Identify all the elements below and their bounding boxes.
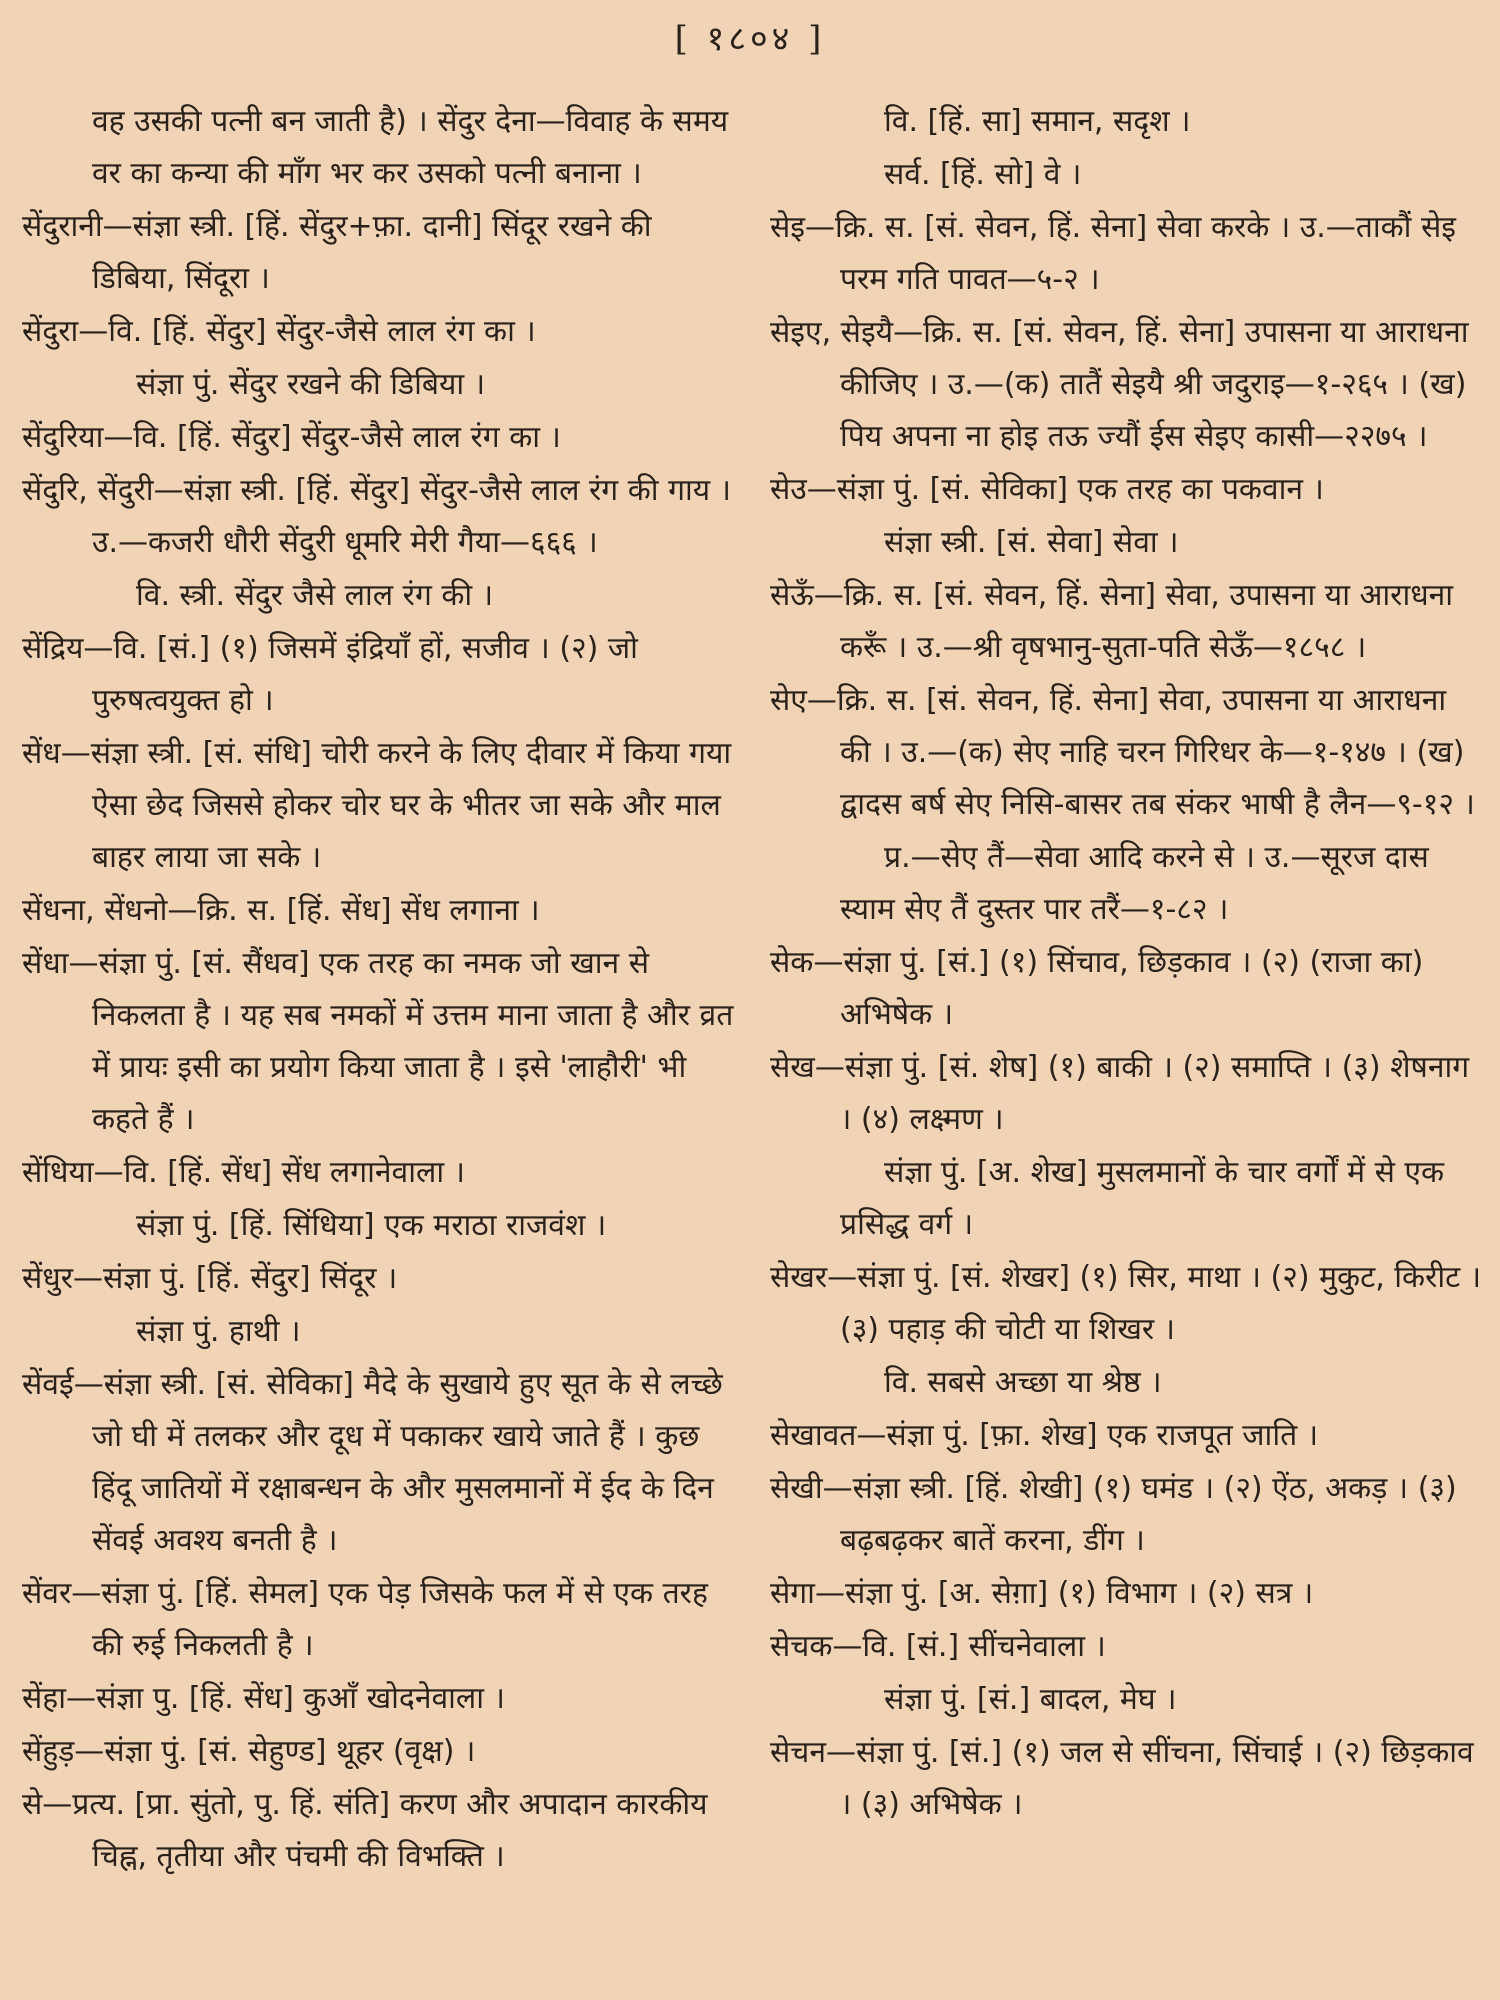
dictionary-sub-entry: संज्ञा पुं. [अ. शेख] मुसलमानों के चार वर्गों में से एक प्रसिद्ध वर्ग । [840,1155,1445,1242]
dictionary-entry: वह उसकी पत्नी बन जाती है) । सेंदुर देना—विवाह के समय वर का कन्या की माँग भर कर उसको पत्नी बनाना । [92,104,729,191]
dictionary-sub-entry: संज्ञा पुं. सेंदुर रखने की डिबिया । [136,367,486,402]
dictionary-entry: सेंध—संज्ञा स्त्री. [सं. संधि] चोरी करने के लिए दीवार में किया गया ऐसा छेद जिससे होकर चोर घर के भीतर जा सके और माल बाहर लाया जा सके । [22,736,732,875]
dictionary-entry: सेंदुरानी—संज्ञा स्त्री. [हिं. सेंदुर+फ़ा. दानी] सिंदूर रखने की डिबिया, सिंदूरा । [22,209,652,296]
dictionary-entry: सेचन—संज्ञा पुं. [सं.] (१) जल से सींचना, सिंचाई । (२) छिड़काव । (३) अभिषेक । [770,1735,1474,1822]
dictionary-entry: सेंधिया—वि. [हिं. सेंध] सेंध लगानेवाला । [22,1155,466,1190]
dictionary-sub-entry: सर्व. [हिं. सो] वे । [884,157,1082,192]
dictionary-sub-entry: संज्ञा पुं. [हिं. सिंधिया] एक मराठा राजवंश । [136,1208,607,1243]
dictionary-entry: सेइए, सेइयै—क्रि. स. [सं. सेवन, हिं. सेना] उपासना या आराधना कीजिए । उ.—(क) तातैं सेइयै श्री जदुराइ—१-२६५ । (ख) पिय अपना ना होइ तऊ ज्यौं ईस सेइए कासी—२२७५ । [770,315,1469,454]
dictionary-sub-entry: संज्ञा पुं. हाथी । [136,1314,301,1349]
dictionary-entry: सेंधा—संज्ञा पुं. [सं. सैंधव] एक तरह का नमक जो खान से निकलता है । यह सब नमकों में उत्तम माना जाता है और व्रत में प्रायः इसी का प्रयोग किया जाता है । इसे 'लाहौरी' भी कहते हैं । [22,946,734,1137]
dictionary-entry: से—प्रत्य. [प्रा. सुंतो, पु. हिं. संति] करण और अपादान कारकीय चिह्न, तृतीया और पंचमी की विभक्ति । [22,1787,708,1874]
dictionary-entry: सेंधना, सेंधनो—क्रि. स. [हिं. सेंध] सेंध लगाना । [22,893,540,928]
dictionary-entry: सेंद्रिय—वि. [सं.] (१) जिसमें इंद्रियाँ हों, सजीव । (२) जो पुरुषत्वयुक्त हो । [22,631,638,718]
dictionary-entry: सेंवर—संज्ञा पुं. [हिं. सेमल] एक पेड़ जिसके फल में से एक तरह की रुई निकलती है । [22,1576,708,1663]
dictionary-entry: सेंदुरा—वि. [हिं. सेंदुर] सेंदुर-जैसे लाल रंग का । [22,314,536,349]
dictionary-entry: सेंधुर—संज्ञा पुं. [हिं. सेंदुर] सिंदूर । [22,1261,398,1296]
dictionary-sub-entry: संज्ञा स्त्री. [सं. सेवा] सेवा । [884,525,1179,560]
dictionary-entry: सेखावत—संज्ञा पुं. [फ़ा. शेख] एक राजपूत जाति । [770,1418,1319,1453]
dictionary-entry: सेचक—वि. [सं.] सींचनेवाला । [770,1629,1106,1664]
left-column [22,96,734,1884]
dictionary-entry: सेख—संज्ञा पुं. [सं. शेष] (१) बाकी । (२) समाप्ति । (३) शेषनाग । (४) लक्ष्मण । [770,1050,1470,1137]
dictionary-sub-entry: वि. सबसे अच्छा या श्रेष्ठ । [884,1365,1162,1400]
dictionary-sub-entry: वि. [हिं. सा] समान, सदृश । [884,104,1191,139]
dictionary-entry: सेइ—क्रि. स. [सं. सेवन, हिं. सेना] सेवा करके । उ.—ताकौं सेइ परम गति पावत—५-२ । [770,210,1456,297]
dictionary-sub-entry: प्र.—सेए तैं—सेवा आदि करने से । उ.—सूरज दास स्याम सेए तैं दुस्तर पार तरैं—१-८२ । [840,840,1429,927]
dictionary-entry: सेउ—संज्ञा पुं. [सं. सेविका] एक तरह का पकवान । [770,472,1324,507]
dictionary-sub-entry: वि. स्त्री. सेंदुर जैसे लाल रंग की । [136,578,494,613]
right-column [770,96,1482,1832]
dictionary-entry: सेंदुरिया—वि. [हिं. सेंदुर] सेंदुर-जैसे लाल रंग का । [22,420,561,455]
dictionary-entry: सेखी—संज्ञा स्त्री. [हिं. शेखी] (१) घमंड । (२) ऐंठ, अकड़ । (३) बढ़बढ़कर बातें करना, डींग । [770,1471,1457,1558]
dictionary-entry: सेऊँ—क्रि. स. [सं. सेवन, हिं. सेना] सेवा, उपासना या आराधना करूँ । उ.—श्री वृषभानु-सुता-पति सेऊँ—१८५८ । [770,578,1454,665]
dictionary-entry: सेंहा—संज्ञा पु. [हिं. सेंध] कुआँ खोदनेवाला । [22,1681,505,1716]
dictionary-entry: सेंहुड़—संज्ञा पुं. [सं. सेहुण्ड] थूहर (वृक्ष) । [22,1734,476,1769]
dictionary-sub-entry: संज्ञा पुं. [सं.] बादल, मेघ । [884,1682,1177,1717]
dictionary-entry: सेंदुरि, सेंदुरी—संज्ञा स्त्री. [हिं. सेंदुर] सेंदुर-जैसे लाल रंग की गाय । उ.—कजरी धौरी सेंदुरी धूमरि मेरी गैया—६६६ । [22,473,732,560]
dictionary-entry: सेक—संज्ञा पुं. [सं.] (१) सिंचाव, छिड़काव । (२) (राजा का) अभिषेक । [770,945,1424,1032]
dictionary-entry: सेखर—संज्ञा पुं. [सं. शेखर] (१) सिर, माथा । (२) मुकुट, किरीट । (३) पहाड़ की चोटी या शिखर । [770,1260,1482,1347]
page-header: [ १८०४ ] [674,19,826,59]
dictionary-entry: सेए—क्रि. स. [सं. सेवन, हिं. सेना] सेवा, उपासना या आराधना की । उ.—(क) सेए नाहि चरन गिरिधर के—१-१४७ । (ख) द्वादस बर्ष सेए निसि-बासर तब संकर भाषी है लैन—९-१२ । [770,683,1475,822]
dictionary-entry: सेगा—संज्ञा पुं. [अ. सेग़ा] (१) विभाग । (२) सत्र । [770,1576,1314,1611]
dictionary-entry: सेंवई—संज्ञा स्त्री. [सं. सेविका] मैदे के सुखाये हुए सूत के से लच्छे जो घी में तलकर और दूध में पकाकर खाये जाते हैं । कुछ हिंदू जातियों में रक्षाबन्धन के और मुसलमानों में ईद के दिन सेंवई अवश्य बनती है । [22,1367,723,1558]
